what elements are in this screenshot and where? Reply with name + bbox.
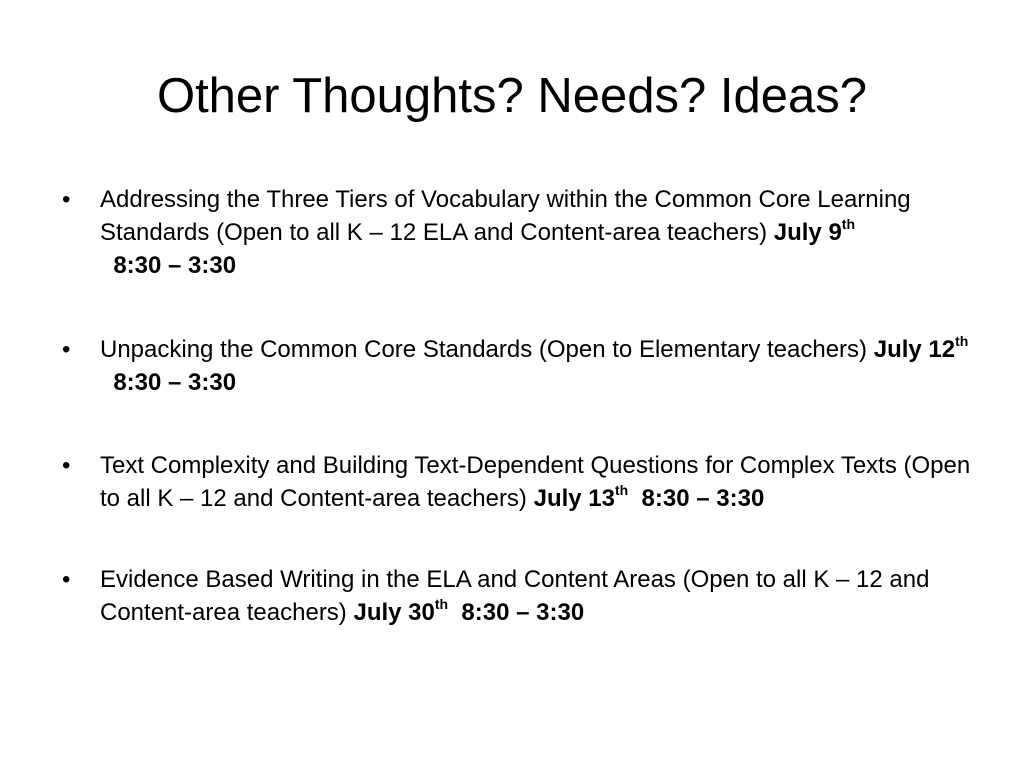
- bullet-text: Text Complexity and Building Text-Dependent Questions for Complex Texts (Open to all K – 12 and Content-area teachers): [100, 452, 971, 512]
- date-suffix: th: [841, 216, 856, 232]
- schedule-date: July 13: [533, 485, 615, 512]
- bullet-item-evidence-writing: [62, 563, 982, 629]
- date-suffix: th: [614, 482, 629, 498]
- schedule-time: 8:30 – 3:30: [448, 599, 585, 626]
- date-suffix: th: [434, 596, 449, 612]
- schedule-date: July 30: [353, 599, 435, 626]
- bullet-text: Unpacking the Common Core Standards (Open to Elementary teachers): [100, 336, 874, 363]
- bullet-text: Addressing the Three Tiers of Vocabulary within the Common Core Learning Standards (Open to all K – 12 ELA and Content-area teachers): [100, 186, 911, 246]
- date-suffix: th: [955, 333, 969, 349]
- bullet-schedule: [533, 482, 765, 512]
- schedule-time: 8:30 – 3:30: [100, 252, 237, 279]
- slide-title: Other Thoughts? Needs? Ideas?: [156, 69, 868, 123]
- schedule-time: 8:30 – 3:30: [628, 485, 765, 512]
- bullet-item-text-complexity: [62, 449, 982, 515]
- bullet-text: Evidence Based Writing in the ELA and Content Areas (Open to all K – 12 and Content-area teachers): [100, 566, 930, 626]
- bullet-icon: •: [62, 452, 71, 479]
- schedule-date: July 12: [873, 336, 956, 363]
- schedule-time: 8:30 – 3:30: [100, 369, 237, 396]
- bullet-icon: •: [62, 186, 71, 213]
- bullet-item-unpacking: [62, 333, 982, 399]
- bullet-icon: •: [62, 566, 71, 593]
- bullet-icon: •: [62, 336, 71, 363]
- bullet-list: [62, 183, 982, 680]
- schedule-date: July 9: [773, 219, 842, 246]
- bullet-item-vocabulary: [62, 183, 982, 282]
- bullet-schedule: [353, 596, 585, 626]
